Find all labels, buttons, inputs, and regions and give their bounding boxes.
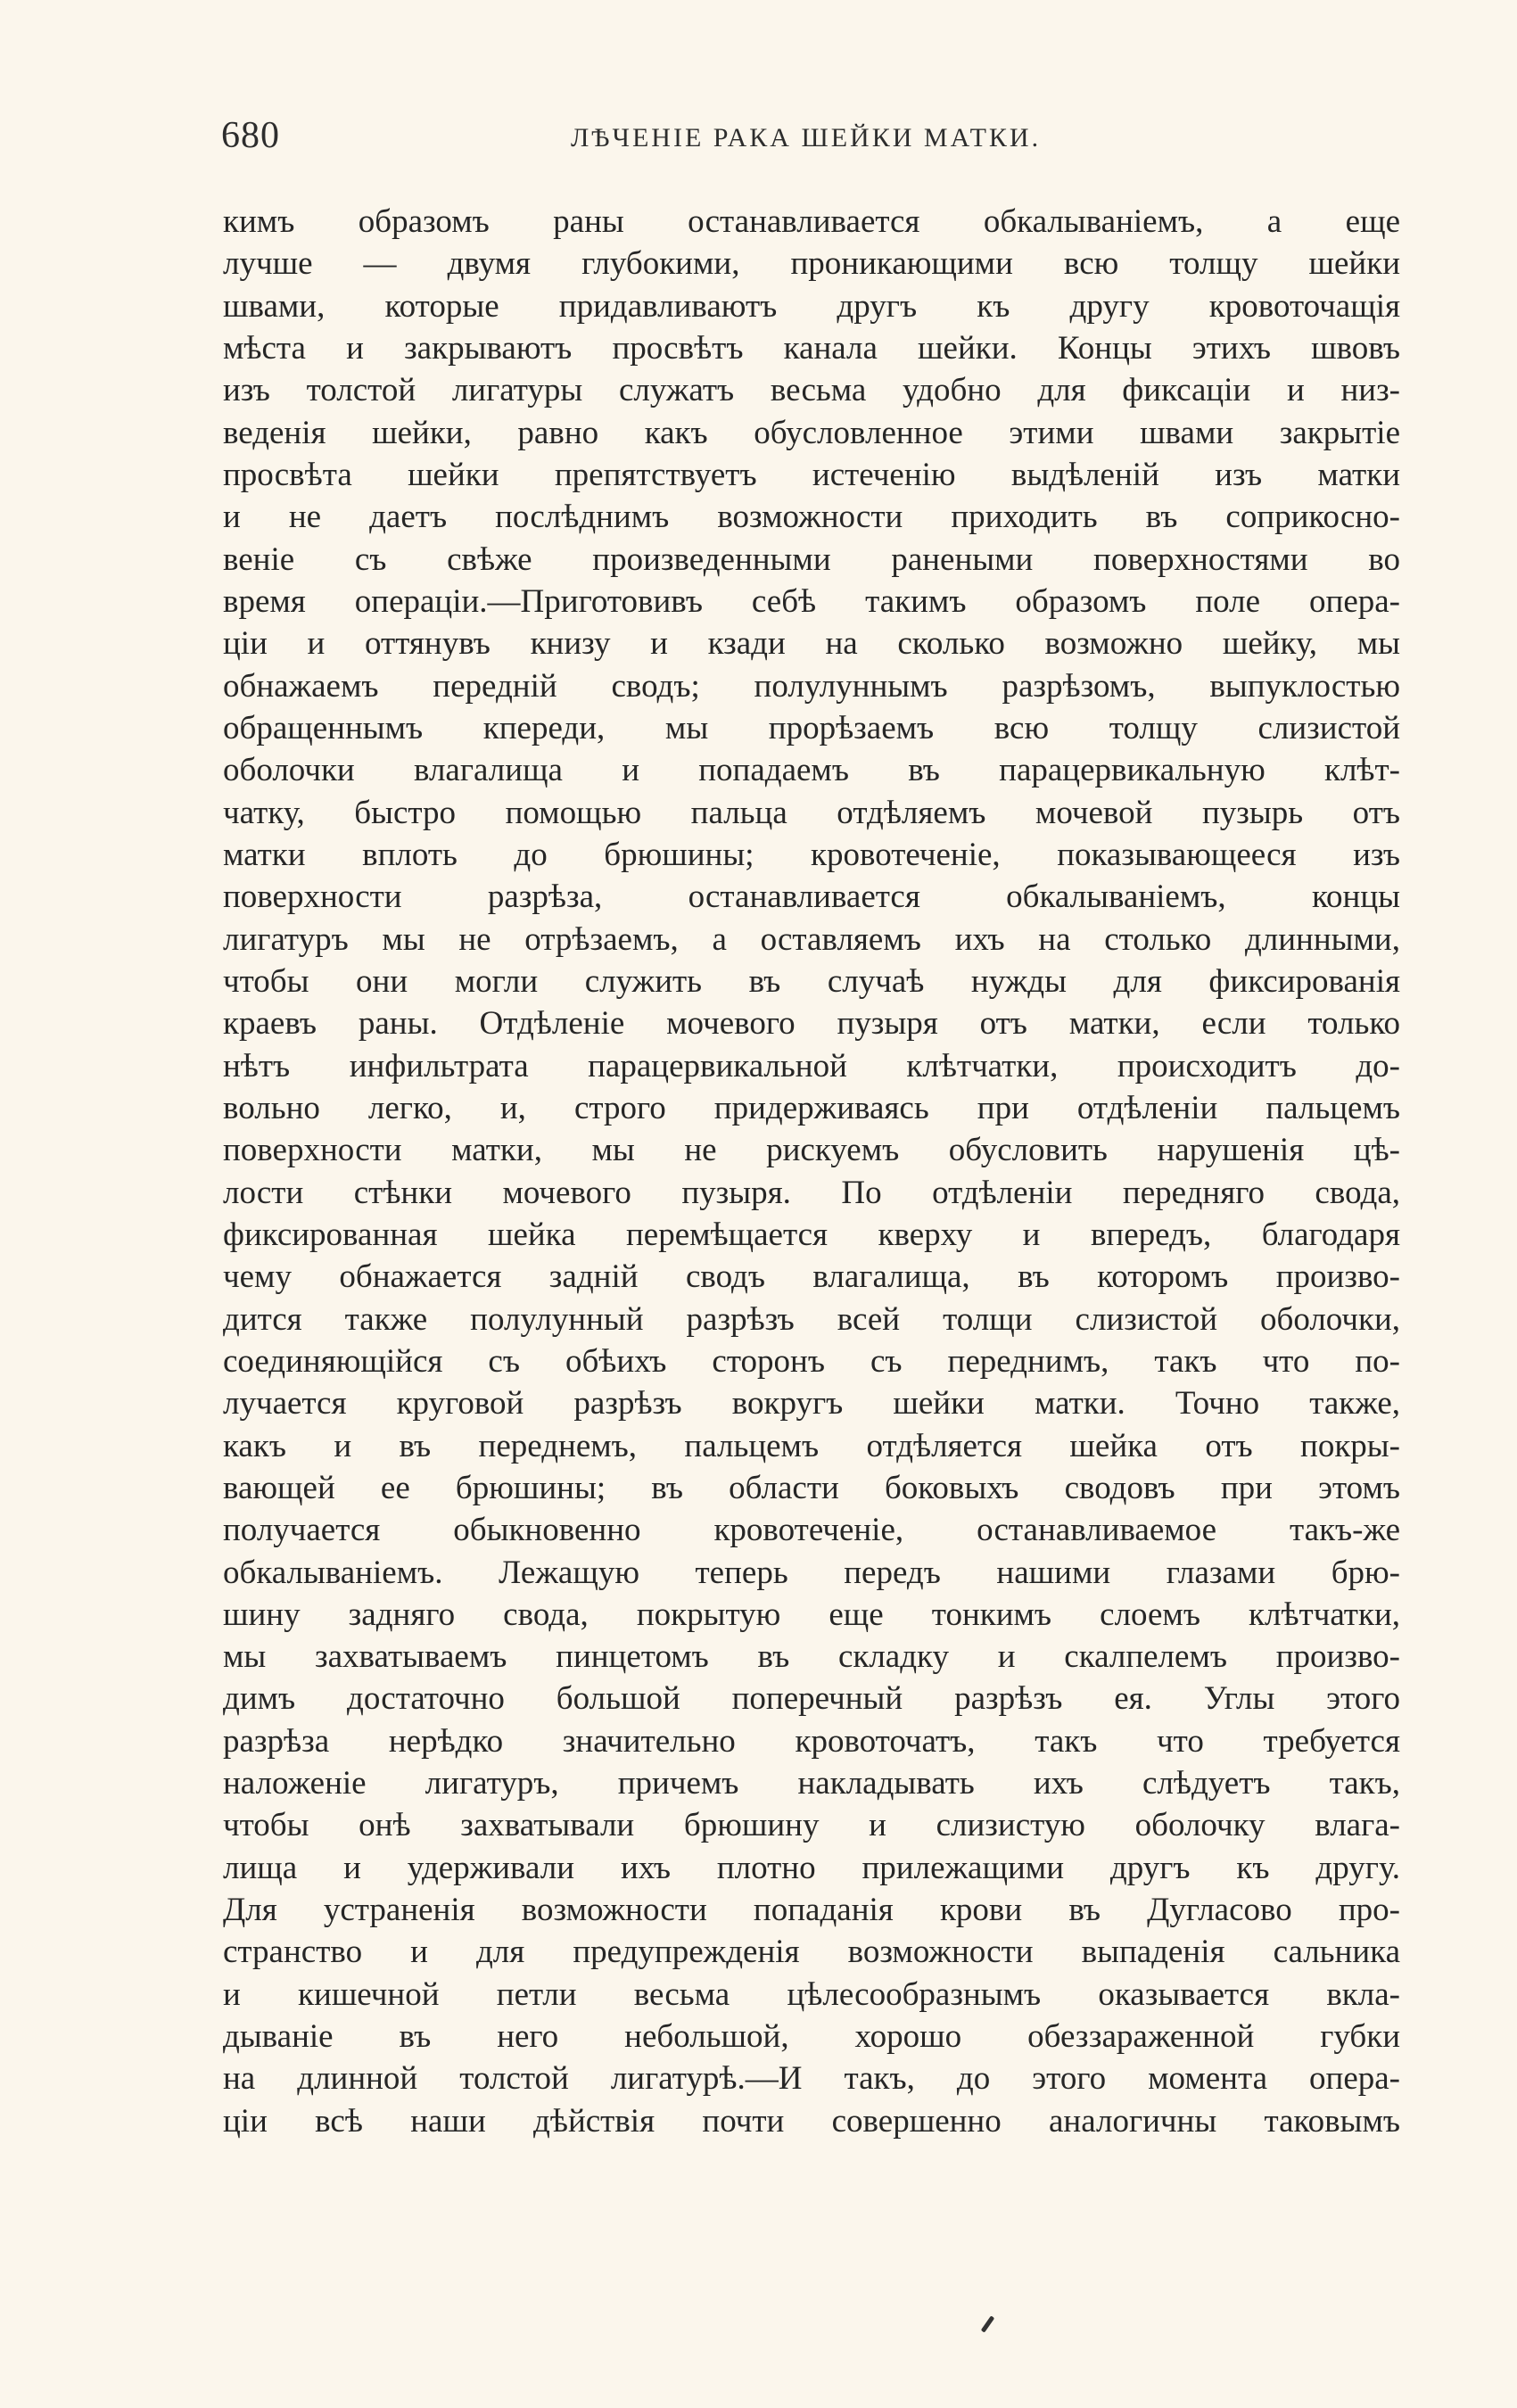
text-line: обнажаемъ передній сводъ; полулуннымъ разрѣзомъ, выпуклостью — [223, 667, 1400, 705]
text-line: дываніе въ него небольшой, хорошо обеззараженной губки — [223, 2018, 1400, 2056]
text-line: чатку, быстро помощью пальца отдѣляемъ мочевой пузырь отъ — [223, 794, 1400, 831]
text-line: нѣтъ инфильтрата парацервикальной клѣтчатки, происходитъ до- — [223, 1047, 1400, 1084]
text-line: веніе съ свѣже произведенными ранеными поверхностями во — [223, 540, 1400, 578]
page-header — [221, 114, 1407, 168]
text-line: мѣста и закрываютъ просвѣтъ канала шейки. Концы этихъ швовъ — [223, 329, 1400, 367]
text-line: кимъ образомъ раны останавливается обкалываніемъ, а еще — [223, 203, 1400, 240]
text-line: Для устраненія возможности попаданія крови въ Дугласово про- — [223, 1892, 1400, 1929]
text-line: и кишечной петли весьма цѣлесообразнымъ оказывается вкла- — [223, 1975, 1400, 2013]
text-line: матки вплоть до брюшины; кровотеченіе, показывающееся изъ — [223, 836, 1400, 873]
text-line: наложеніе лигатуръ, причемъ накладывать ихъ слѣдуетъ такъ, — [223, 1765, 1400, 1802]
text-line: время операціи.—Приготовивъ себѣ такимъ образомъ поле опера- — [223, 582, 1400, 620]
text-line: какъ и въ переднемъ, пальцемъ отдѣляется шейка отъ покры- — [223, 1427, 1400, 1464]
text-line: димъ достаточно большой поперечный разрѣзъ ея. Углы этого — [223, 1680, 1400, 1718]
text-line: соединяющійся съ обѣихъ сторонъ съ переднимъ, такъ что по- — [223, 1342, 1400, 1380]
text-line: просвѣта шейки препятствуетъ истеченію выдѣленій изъ матки — [223, 456, 1400, 493]
text-line: и не даетъ послѣднимъ возможности приходить въ соприкосно- — [223, 499, 1400, 536]
text-line: на длинной толстой лигатурѣ.—И такъ, до этого момента опера- — [223, 2060, 1400, 2098]
text-line: веденія шейки, равно какъ обусловленное этими швами закрытіе — [223, 414, 1400, 451]
text-line: чему обнажается задній сводъ влагалища, въ которомъ произво- — [223, 1258, 1400, 1296]
text-line: чтобы онѣ захватывали брюшину и слизистую оболочку влага- — [223, 1807, 1400, 1844]
text-line: обкалываніемъ. Лежащую теперь передъ нашими глазами брю- — [223, 1554, 1400, 1591]
text-line: краевъ раны. Отдѣленіе мочевого пузыря отъ матки, если только — [223, 1005, 1400, 1043]
text-line: мы захватываемъ пинцетомъ въ складку и скалпелемъ произво- — [223, 1638, 1400, 1676]
text-line: оболочки влагалища и попадаемъ въ парацервикальную клѣт- — [223, 752, 1400, 789]
text-line: странство и для предупрежденія возможности выпаденія сальника — [223, 1934, 1400, 1971]
text-line: поверхности матки, мы не рискуемъ обусловить нарушенія цѣ- — [223, 1132, 1400, 1169]
text-line: фиксированная шейка перемѣщается кверху и впередъ, благодаря — [223, 1216, 1400, 1253]
text-line: лигатуръ мы не отрѣзаемъ, а оставляемъ ихъ на столько длинными, — [223, 920, 1400, 958]
text-line: разрѣза нерѣдко значительно кровоточатъ, такъ что требуется — [223, 1722, 1400, 1760]
text-line: поверхности разрѣза, останавливается обкалываніемъ, концы — [223, 878, 1400, 916]
text-line: ціи и оттянувъ книзу и кзади на сколько возможно шейку, мы — [223, 625, 1400, 663]
body-text — [223, 201, 1400, 2142]
text-line: чтобы они могли служить въ случаѣ нужды для фиксированія — [223, 962, 1400, 1000]
text-line: обращеннымъ кпереди, мы прорѣзаемъ всю толщу слизистой — [223, 709, 1400, 746]
text-line: дится также полулунный разрѣзъ всей толщи слизистой оболочки, — [223, 1300, 1400, 1338]
text-line: лища и удерживали ихъ плотно прилежащими другъ къ другу. — [223, 1849, 1400, 1886]
text-line: изъ толстой лигатуры служатъ весьма удобно для фиксаціи и низ- — [223, 372, 1400, 409]
page-number: 680 — [221, 115, 280, 156]
text-line: швами, которые придавливаютъ другъ къ другу кровоточащія — [223, 287, 1400, 325]
text-line: вольно легко, и, строго придерживаясь при отдѣленіи пальцемъ — [223, 1089, 1400, 1126]
text-line: получается обыкновенно кровотеченіе, останавливаемое такъ-же — [223, 1512, 1400, 1549]
pencil-tick-mark — [981, 2315, 995, 2332]
text-line: вающей ее брюшины; въ области боковыхъ сводовъ при этомъ — [223, 1469, 1400, 1506]
text-line: лости стѣнки мочевого пузыря. По отдѣленіи передняго свода, — [223, 1174, 1400, 1211]
running-title: ЛѢЧЕНІЕ РАКА ШЕЙКИ МАТКИ. — [571, 123, 1042, 153]
text-line: ціи всѣ наши дѣйствія почти совершенно аналогичны таковымъ — [223, 2102, 1400, 2140]
text-line: шину задняго свода, покрытую еще тонкимъ слоемъ клѣтчатки, — [223, 1596, 1400, 1633]
text-line: лучше — двумя глубокими, проникающими всю толщу шейки — [223, 245, 1400, 283]
text-line: лучается круговой разрѣзъ вокругъ шейки матки. Точно также, — [223, 1385, 1400, 1423]
